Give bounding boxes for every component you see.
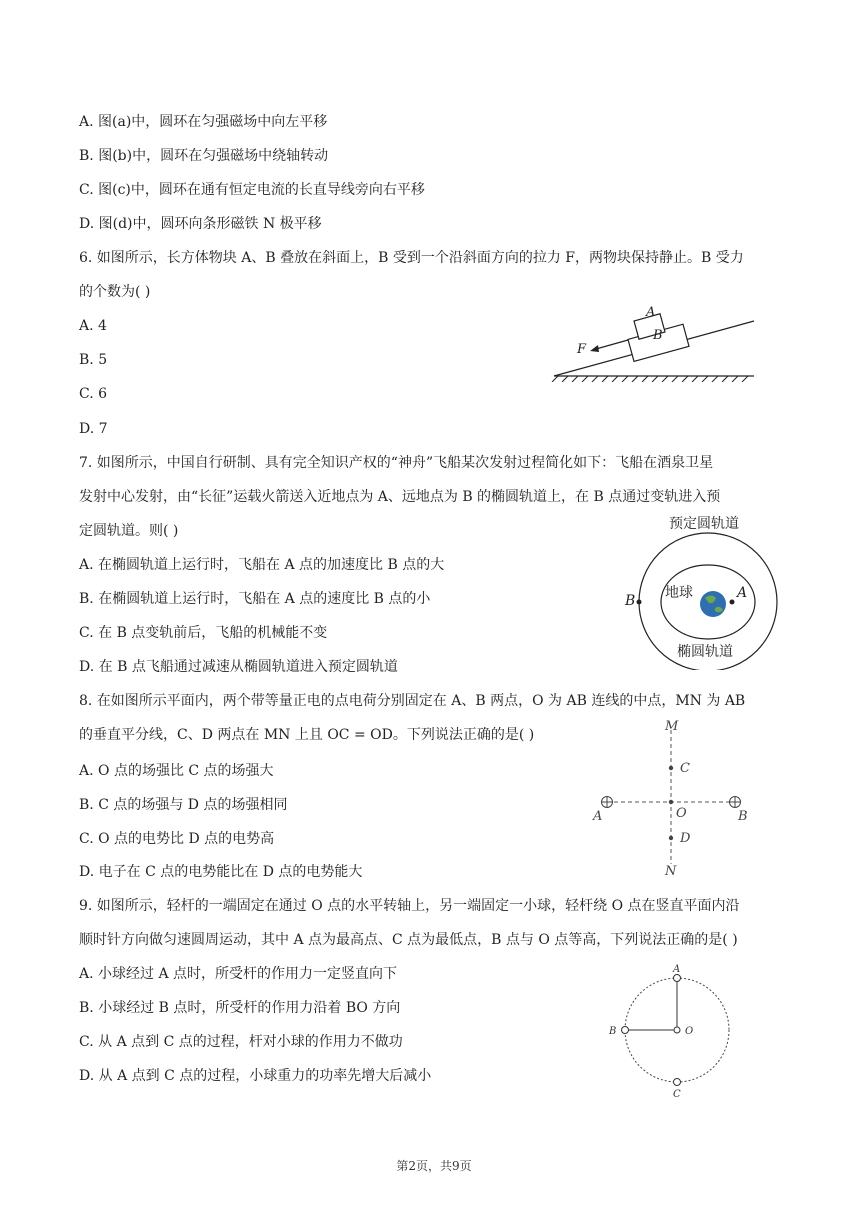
ball-a <box>674 975 681 982</box>
page-footer: 第2页，共9页 <box>396 1159 472 1173</box>
q8-option-a: A. O 点的场强比 C 点的场强大 <box>79 763 274 779</box>
q7-option-a: A. 在椭圆轨道上运行时，飞船在 A 点的加速度比 B 点的大 <box>79 557 445 573</box>
label-b: B <box>738 809 748 824</box>
ball-c <box>674 1079 681 1086</box>
q7-stem-cont: 发射中心发射，由“长征”运载火箭送入近地点为 A、远地点为 B 的椭圆轨道上，在 B 点通过变轨进入预 <box>79 489 721 505</box>
q5-option-b: B. 图(b)中，圆环在匀强磁场中绕轴转动 <box>79 148 329 164</box>
predefined-orbit-title: 预定圆轨道 <box>669 516 739 532</box>
ellipse-orbit-label: 椭圆轨道 <box>677 644 733 660</box>
point-o-dot <box>669 800 673 804</box>
q9-option-c: C. 从 A 点到 C 点的过程，杆对小球的作用力不做功 <box>79 1034 403 1050</box>
q7-option-b: B. 在椭圆轨道上运行时，飞船在 A 点的速度比 B 点的小 <box>79 591 431 607</box>
q6-option-d: D. 7 <box>79 421 108 437</box>
q7-option-c: C. 在 B 点变轨前后，飞船的机械能不变 <box>79 625 328 641</box>
q9-stem-cont: 顺时针方向做匀速圆周运动，其中 A 点为最高点、C 点为最低点，B 点与 O 点等高，下列说法正确的是( ) <box>79 932 738 948</box>
label-m: M <box>665 719 679 734</box>
q9-circle-figure <box>600 960 750 1100</box>
q5-option-c: C. 图(c)中，圆环在通有恒定电流的长直导线旁向右平移 <box>79 182 425 198</box>
q9-stem: 9. 如图所示，轻杆的一端固定在通过 O 点的水平转轴上，另一端固定一小球，轻杆绕 O 点在竖直平面内沿 <box>79 898 740 914</box>
q7-stem-end: 定圆轨道。则( ) <box>79 523 179 539</box>
label-a: A <box>646 305 656 320</box>
force-arrow <box>596 340 628 349</box>
label-n: N <box>665 864 677 876</box>
q5-option-a: A. 图(a)中，圆环在匀强磁场中向左平移 <box>79 114 328 130</box>
label-a: A <box>673 964 681 975</box>
q8-stem-cont: 的垂直平分线，C、D 两点在 MN 上且 OC = OD。下列说法正确的是( ) <box>79 727 535 743</box>
q6-incline-figure <box>548 296 760 382</box>
point-b-label: B <box>625 593 636 609</box>
q7-option-d: D. 在 B 点飞船通过减速从椭圆轨道进入预定圆轨道 <box>79 659 398 675</box>
label-c: C <box>673 1089 681 1100</box>
q8-stem: 8. 在如图所示平面内，两个带等量正电的点电荷分别固定在 A、B 两点，O 为 AB 连线的中点，MN 为 AB <box>79 693 746 709</box>
q9-option-a: A. 小球经过 A 点时，所受杆的作用力一定竖直向下 <box>79 966 398 982</box>
label-o: O <box>685 1026 694 1037</box>
label-a: A <box>593 809 603 824</box>
label-b: B <box>653 328 663 343</box>
point-a-label: A <box>737 585 748 601</box>
point-b-dot <box>637 600 642 605</box>
label-f: F <box>577 342 587 357</box>
label-c: C <box>680 761 690 776</box>
q9-option-b: B. 小球经过 B 点时，所受杆的作用力沿着 BO 方向 <box>79 1000 401 1016</box>
point-c-dot <box>669 766 673 770</box>
earth-label: 地球 <box>665 585 693 601</box>
force-arrowhead <box>590 345 599 352</box>
q8-charge-figure <box>585 716 760 876</box>
q7-stem: 7. 如图所示，中国自行研制、具有完全知识产权的“神舟”飞船某次发射过程简化如下：飞船在酒泉卫星 <box>79 455 714 471</box>
label-o: O <box>676 806 687 821</box>
q6-option-c: C. 6 <box>79 386 108 402</box>
label-d: D <box>680 831 691 846</box>
q6-stem: 6. 如图所示，长方体物块 A、B 叠放在斜面上，B 受到一个沿斜面方向的拉力 F，两物块保持静止。B 受力 <box>79 250 744 266</box>
q6-option-b: B. 5 <box>79 352 108 368</box>
charge-a-icon <box>602 797 613 808</box>
q6-option-a: A. 4 <box>79 318 107 334</box>
earth-icon <box>700 591 726 617</box>
point-a-dot <box>730 600 735 605</box>
ground-hatching <box>552 376 748 382</box>
q5-option-d: D. 图(d)中，圆环向条形磁铁 N 极平移 <box>79 216 322 232</box>
q8-option-b: B. C 点的场强与 D 点的场强相同 <box>79 797 288 813</box>
q9-option-d: D. 从 A 点到 C 点的过程，小球重力的功率先增大后减小 <box>79 1068 432 1084</box>
q6-stem-cont: 的个数为( ) <box>79 284 151 300</box>
ball-b <box>622 1027 629 1034</box>
charge-b-icon <box>730 797 741 808</box>
point-d-dot <box>669 836 673 840</box>
axis-o <box>674 1027 680 1033</box>
q8-option-c: C. O 点的电势比 D 点的电势高 <box>79 831 275 847</box>
q7-orbit-figure <box>615 510 795 670</box>
label-b: B <box>609 1026 617 1037</box>
q8-option-d: D. 电子在 C 点的电势能比在 D 点的电势能大 <box>79 864 363 880</box>
